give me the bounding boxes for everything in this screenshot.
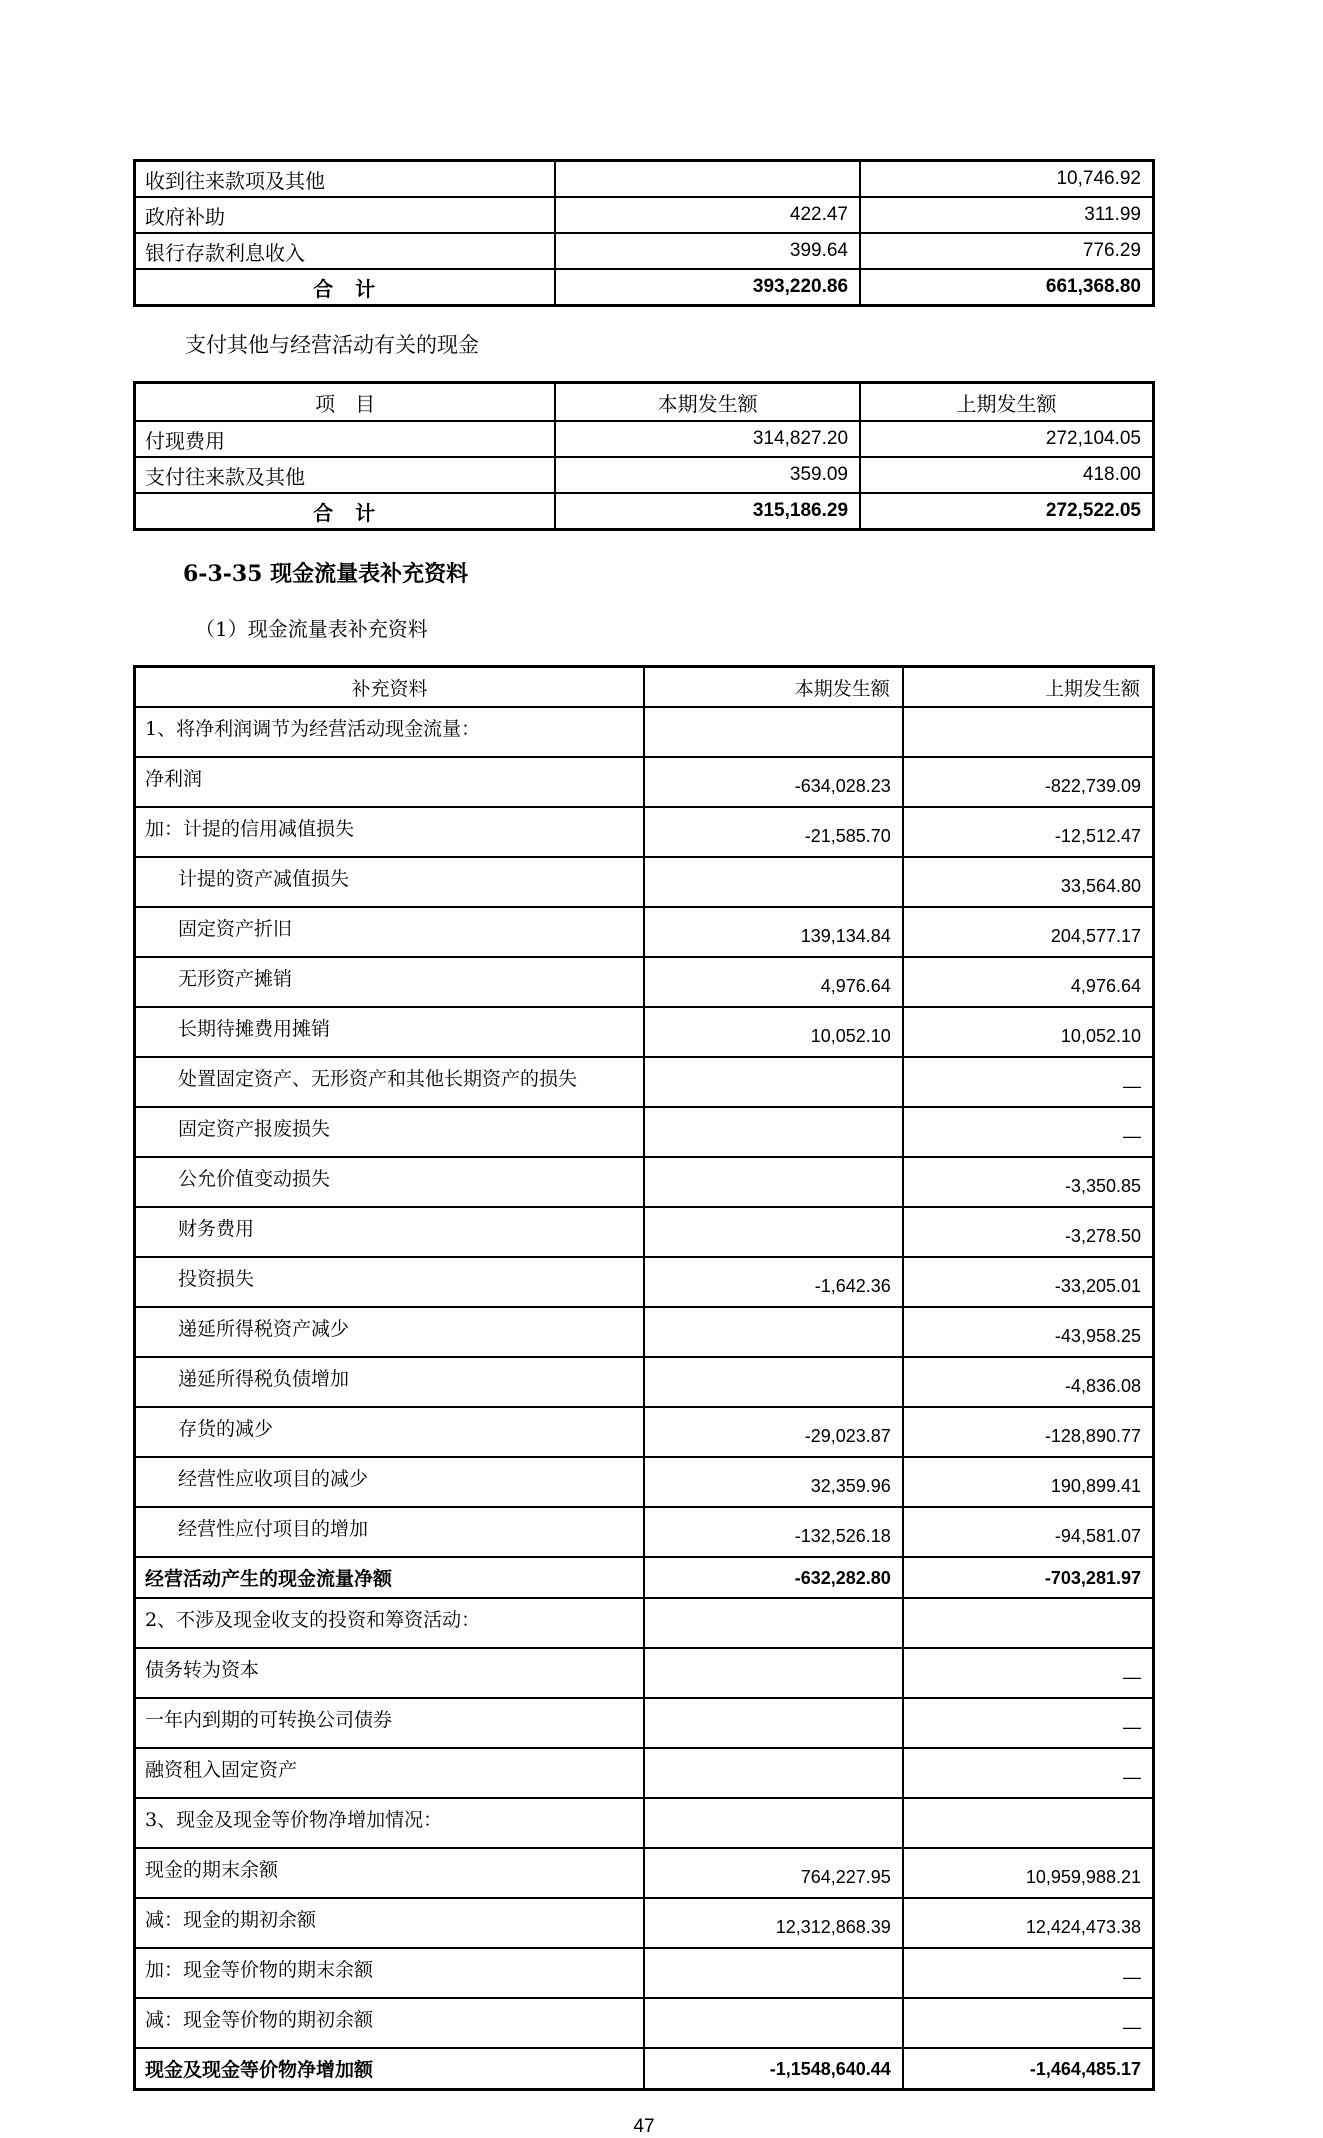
- prior-period-value: 10,052.10: [903, 1007, 1154, 1057]
- prior-period-value: -43,958.25: [903, 1307, 1154, 1357]
- header-prior-period: 上期发生额: [860, 383, 1153, 422]
- prior-period-value: 10,959,988.21: [903, 1848, 1154, 1898]
- subtotal-label: 经营活动产生的现金流量净额: [135, 1557, 645, 1598]
- row-label: 加：现金等价物的期末余额: [135, 1948, 645, 1998]
- prior-period-value: 311.99: [860, 197, 1153, 233]
- header-item: 补充资料: [135, 667, 645, 708]
- total-row: [135, 2048, 1154, 2090]
- table-row: [135, 1898, 1154, 1948]
- page-number: 47: [633, 2116, 655, 2137]
- table-row: [135, 1648, 1154, 1698]
- row-label: 2、不涉及现金收支的投资和筹资活动：: [135, 1598, 645, 1648]
- table-row: [135, 1948, 1154, 1998]
- current-period-value: 32,359.96: [644, 1457, 903, 1507]
- current-period-total: 393,220.86: [555, 269, 860, 306]
- header-item: 项 目: [135, 383, 556, 422]
- row-label: 债务转为资本: [135, 1648, 645, 1698]
- header-row: [135, 667, 1154, 708]
- row-label: 一年内到期的可转换公司债券: [135, 1698, 645, 1748]
- row-label: 政府补助: [135, 197, 556, 233]
- current-period-value: 359.09: [555, 457, 860, 493]
- current-period-value: [644, 1207, 903, 1257]
- current-period-value: [644, 1998, 903, 2048]
- current-period-value: 4,976.64: [644, 957, 903, 1007]
- prior-period-value: -94,581.07: [903, 1507, 1154, 1557]
- prior-period-value: 204,577.17: [903, 907, 1154, 957]
- prior-period-value: 776.29: [860, 233, 1153, 269]
- row-label: 固定资产报废损失: [135, 1107, 645, 1157]
- current-period-subtotal: -632,282.80: [644, 1557, 903, 1598]
- row-label: 公允价值变动损失: [135, 1157, 645, 1207]
- table-row: [135, 1357, 1154, 1407]
- prior-period-total: -1,464,485.17: [903, 2048, 1154, 2090]
- prior-period-value: -822,739.09: [903, 757, 1154, 807]
- table-row: [135, 197, 1154, 233]
- current-period-value: -29,023.87: [644, 1407, 903, 1457]
- table-row: [135, 957, 1154, 1007]
- row-label: 减：现金的期初余额: [135, 1898, 645, 1948]
- table-row: [135, 161, 1154, 198]
- table-row: [135, 1207, 1154, 1257]
- row-label: 现金的期末余额: [135, 1848, 645, 1898]
- table-row: [135, 1998, 1154, 2048]
- table-row: [135, 1257, 1154, 1307]
- prior-period-value: [903, 1798, 1154, 1848]
- row-label: 加：计提的信用减值损失: [135, 807, 645, 857]
- table-row: [135, 807, 1154, 857]
- table-row: [135, 1407, 1154, 1457]
- row-label: 1、将净利润调节为经营活动现金流量：: [135, 707, 645, 757]
- current-period-value: [644, 707, 903, 757]
- current-period-value: -21,585.70: [644, 807, 903, 857]
- row-label: 3、现金及现金等价物净增加情况：: [135, 1798, 645, 1848]
- prior-period-value: —: [903, 1948, 1154, 1998]
- subheading-1: （1）现金流量表补充资料: [195, 617, 428, 641]
- receipts-detail-table: [133, 159, 1155, 307]
- table-row: [135, 1157, 1154, 1207]
- page-content: [133, 159, 1155, 2138]
- table-row: [135, 233, 1154, 269]
- table-row: [135, 1698, 1154, 1748]
- total-row: [135, 269, 1154, 306]
- table-row: [135, 1748, 1154, 1798]
- current-period-value: 12,312,868.39: [644, 1898, 903, 1948]
- current-period-value: [644, 1357, 903, 1407]
- table-row: [135, 1007, 1154, 1057]
- current-period-value: -634,028.23: [644, 757, 903, 807]
- table-row: [135, 1457, 1154, 1507]
- prior-period-value: -3,350.85: [903, 1157, 1154, 1207]
- table-row: [135, 457, 1154, 493]
- prior-period-value: -33,205.01: [903, 1257, 1154, 1307]
- prior-period-total: 272,522.05: [860, 493, 1153, 530]
- row-label: 递延所得税资产减少: [135, 1307, 645, 1357]
- row-label: 无形资产摊销: [135, 957, 645, 1007]
- current-period-value: [644, 1307, 903, 1357]
- subtotal-row: [135, 1557, 1154, 1598]
- row-label: 净利润: [135, 757, 645, 807]
- row-label: 减：现金等价物的期初余额: [135, 1998, 645, 2048]
- current-period-total: 315,186.29: [555, 493, 860, 530]
- table-row: [135, 1307, 1154, 1357]
- table-row: [135, 757, 1154, 807]
- prior-period-value: 4,976.64: [903, 957, 1154, 1007]
- current-period-total: -1,1548,640.44: [644, 2048, 903, 2090]
- prior-period-total: 661,368.80: [860, 269, 1153, 306]
- payments-detail-table: [133, 381, 1155, 531]
- row-label: 存货的减少: [135, 1407, 645, 1457]
- current-period-value: [555, 161, 860, 198]
- current-period-value: [644, 1748, 903, 1798]
- prior-period-value: -3,278.50: [903, 1207, 1154, 1257]
- current-period-value: 139,134.84: [644, 907, 903, 957]
- prior-period-value: 10,746.92: [860, 161, 1153, 198]
- total-label: 合 计: [135, 493, 556, 530]
- row-label: 付现费用: [135, 421, 556, 457]
- current-period-value: [644, 1157, 903, 1207]
- heading-6-3-35: 6-3-35 现金流量表补充资料: [183, 561, 469, 587]
- row-label: 计提的资产减值损失: [135, 857, 645, 907]
- section-heading: 支付其他与经营活动有关的现金: [185, 333, 479, 357]
- prior-period-value: —: [903, 1057, 1154, 1107]
- prior-period-value: 418.00: [860, 457, 1153, 493]
- current-period-value: [644, 1798, 903, 1848]
- row-label: 银行存款利息收入: [135, 233, 556, 269]
- prior-period-value: 33,564.80: [903, 857, 1154, 907]
- row-label: 财务费用: [135, 1207, 645, 1257]
- prior-period-subtotal: -703,281.97: [903, 1557, 1154, 1598]
- row-label: 投资损失: [135, 1257, 645, 1307]
- current-period-value: 422.47: [555, 197, 860, 233]
- table-row: [135, 1848, 1154, 1898]
- row-label: 融资租入固定资产: [135, 1748, 645, 1798]
- current-period-value: [644, 857, 903, 907]
- prior-period-value: —: [903, 1998, 1154, 2048]
- current-period-value: 314,827.20: [555, 421, 860, 457]
- total-row: [135, 493, 1154, 530]
- prior-period-value: —: [903, 1748, 1154, 1798]
- row-label: 经营性应收项目的减少: [135, 1457, 645, 1507]
- header-current-period: 本期发生额: [555, 383, 860, 422]
- prior-period-value: 190,899.41: [903, 1457, 1154, 1507]
- header-prior-period: 上期发生额: [903, 667, 1154, 708]
- current-period-value: [644, 1648, 903, 1698]
- table-row: [135, 857, 1154, 907]
- current-period-value: 10,052.10: [644, 1007, 903, 1057]
- total-label: 现金及现金等价物净增加额: [135, 2048, 645, 2090]
- section-row: [135, 1598, 1154, 1648]
- table-row: [135, 1507, 1154, 1557]
- table-row: [135, 1107, 1154, 1157]
- row-label: 经营性应付项目的增加: [135, 1507, 645, 1557]
- row-label: 收到往来款项及其他: [135, 161, 556, 198]
- section-row: [135, 707, 1154, 757]
- table-row: [135, 907, 1154, 957]
- current-period-value: [644, 1057, 903, 1107]
- current-period-value: -1,642.36: [644, 1257, 903, 1307]
- header-row: [135, 383, 1154, 422]
- prior-period-value: —: [903, 1107, 1154, 1157]
- total-label: 合 计: [135, 269, 556, 306]
- prior-period-value: -4,836.08: [903, 1357, 1154, 1407]
- header-current-period: 本期发生额: [644, 667, 903, 708]
- prior-period-value: 12,424,473.38: [903, 1898, 1154, 1948]
- current-period-value: [644, 1948, 903, 1998]
- current-period-value: 399.64: [555, 233, 860, 269]
- prior-period-value: —: [903, 1698, 1154, 1748]
- prior-period-value: —: [903, 1648, 1154, 1698]
- current-period-value: [644, 1698, 903, 1748]
- row-label: 支付往来款及其他: [135, 457, 556, 493]
- prior-period-value: -128,890.77: [903, 1407, 1154, 1457]
- current-period-value: 764,227.95: [644, 1848, 903, 1898]
- table-row: [135, 421, 1154, 457]
- supplementary-data-table: [133, 665, 1155, 2091]
- prior-period-value: [903, 707, 1154, 757]
- section-row: [135, 1798, 1154, 1848]
- current-period-value: -132,526.18: [644, 1507, 903, 1557]
- row-label: 处置固定资产、无形资产和其他长期资产的损失: [135, 1057, 645, 1107]
- row-label: 固定资产折旧: [135, 907, 645, 957]
- current-period-value: [644, 1598, 903, 1648]
- row-label: 递延所得税负债增加: [135, 1357, 645, 1407]
- table-row: [135, 1057, 1154, 1107]
- current-period-value: [644, 1107, 903, 1157]
- prior-period-value: [903, 1598, 1154, 1648]
- row-label: 长期待摊费用摊销: [135, 1007, 645, 1057]
- prior-period-value: 272,104.05: [860, 421, 1153, 457]
- prior-period-value: -12,512.47: [903, 807, 1154, 857]
